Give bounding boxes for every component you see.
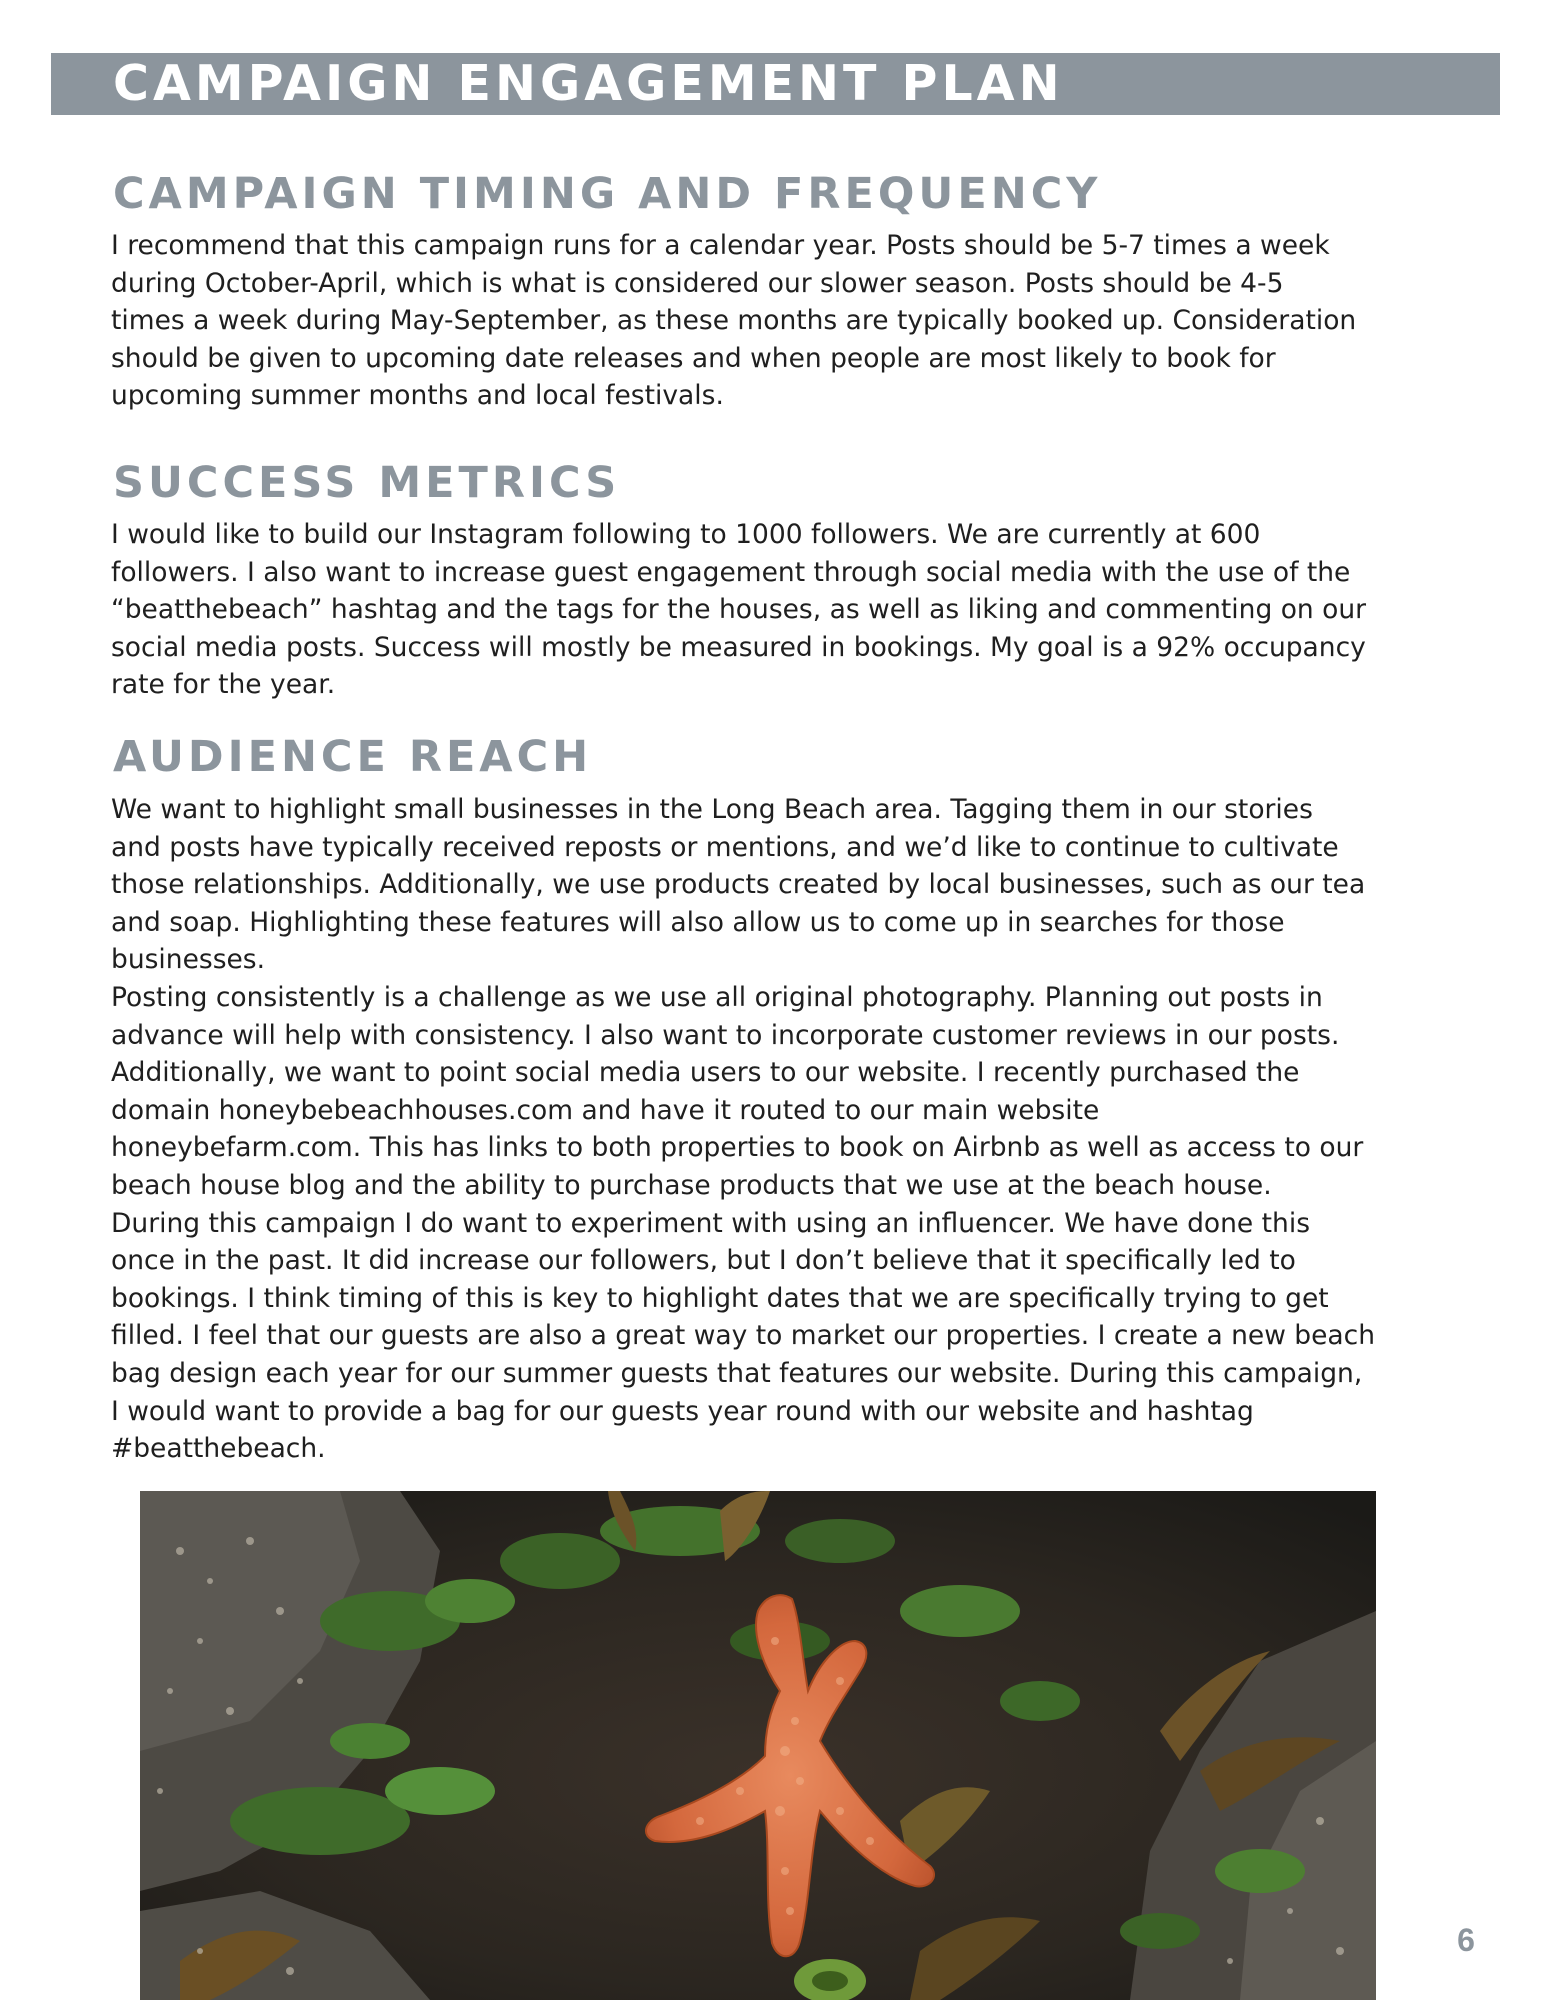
timing-paragraph: I recommend that this campaign runs for a calendar year. Posts should be 5-7 times a week during October-April, which is what is considered our slower season. Posts should be 4-5 times a week during May-September, as these months are typically booked up. Consideration should be given to upcoming date releases and when people are most likely to book for upcoming summer months and local festivals. [111, 230, 1357, 412]
page-title: CAMPAIGN ENGAGEMENT PLAN [113, 55, 1064, 112]
audience-heading: AUDIENCE REACH [113, 732, 593, 782]
metrics-heading: SUCCESS METRICS [113, 458, 621, 508]
title-banner [51, 53, 1500, 115]
starfish-tidepool-photo [140, 1491, 1376, 2000]
audience-paragraph: We want to highlight small businesses in the Long Beach area. Tagging them in our stories and posts have typically received reposts or mentions, and we’d like to continue to cultivate those relationships. Additionally, we use products created by local businesses, such as our tea and soap. Highlighting these features will also allow us to come up in searches for those businesses. Posting consistently is a challenge as we use all original photography. Planning out posts in advance will help with consistency. I also want to incorporate customer reviews in our posts. Additionally, we want to point social media users to our website. I recently purchased the domain honeybebeachhouses.com and have it routed to our main website honeybefarm.com. This has links to both properties to book on Airbnb as well as access to our beach house blog and the ability to purchase products that we use at the beach house. During this campaign I do want to experiment with using an influencer. We have done this once in the past. It did increase our followers, but I don’t believe that it specifically led to bookings. I think timing of this is key to highlight dates that we are specifically trying to get filled. I feel that our guests are also a great way to market our properties. I create a new beach bag design each year for our summer guests that features our website. During this campaign, I would want to provide a bag for our guests year round with our website and hashtag #beatthebeach. [111, 794, 1376, 1465]
timing-heading: CAMPAIGN TIMING AND FREQUENCY [113, 169, 1102, 219]
metrics-paragraph: I would like to build our Instagram following to 1000 followers. We are currently at 600 followers. I also want to increase guest engagement through social media with the use of the “beatthebeach” hashtag and the tags for the houses, as well as liking and commenting on our social media posts. Success will mostly be measured in bookings. My goal is a 92% occupancy rate for the year. [111, 519, 1367, 701]
page-number: 6 [1457, 1922, 1475, 1958]
